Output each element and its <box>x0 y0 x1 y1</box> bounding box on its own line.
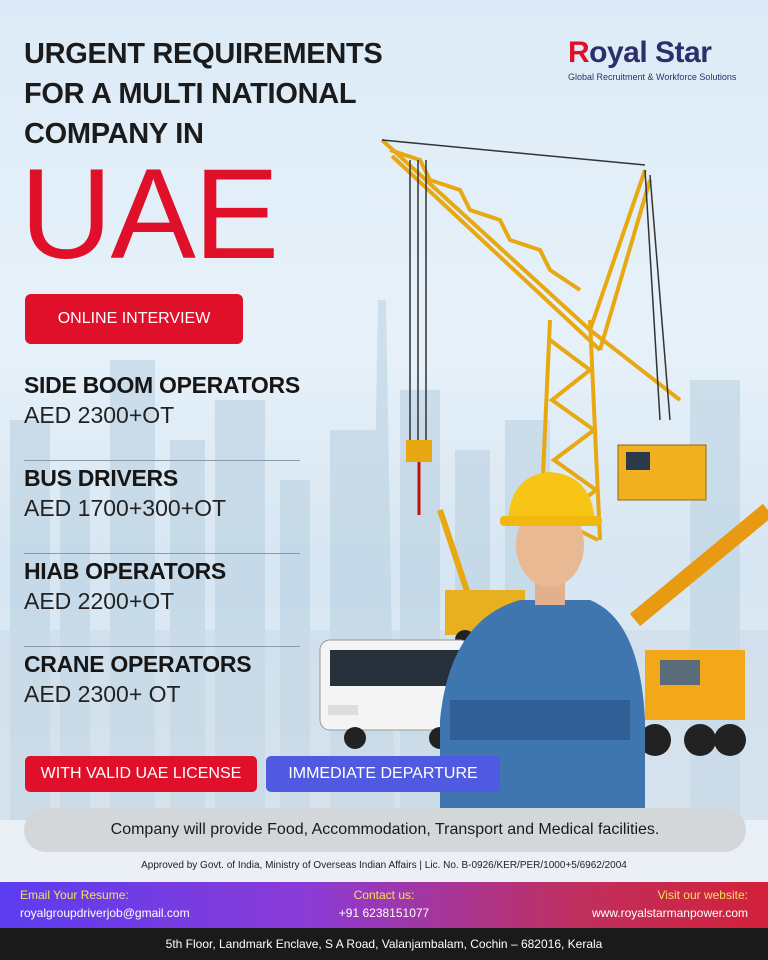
country-title: UAE <box>20 143 278 286</box>
crane-hook <box>406 440 432 462</box>
headline-line: URGENT REQUIREMENTS <box>24 38 383 70</box>
license-badge: WITH VALID UAE LICENSE <box>25 756 257 792</box>
phone-label: Contact us: <box>353 888 415 902</box>
website-block <box>592 888 748 920</box>
website-label: Visit our website: <box>657 888 748 902</box>
brand-name <box>568 36 736 70</box>
list-item <box>24 368 300 461</box>
headline <box>24 34 424 154</box>
email-link[interactable]: royalgroupdriverjob@gmail.com <box>20 906 190 920</box>
facilities-banner: Company will provide Food, Accommodation, Transport and Medical facilities. <box>24 808 746 852</box>
headline-line: COMPANY IN <box>24 118 204 150</box>
job-title: BUS DRIVERS <box>24 465 178 491</box>
brand-logo <box>568 36 736 82</box>
job-salary: AED 1700+300+OT <box>24 495 227 521</box>
phone-link[interactable]: +91 6238151077 <box>338 906 430 920</box>
departure-badge: IMMEDIATE DEPARTURE <box>266 756 500 792</box>
approval-note: Approved by Govt. of India, Ministry of Overseas Indian Affairs | Lic. No. B-0926/KER/PER/1000+5/6962/2004 <box>141 860 627 871</box>
brand-name-rest: oyal Star <box>589 36 712 69</box>
address-bar: 5th Floor, Landmark Enclave, S A Road, Valanjambalam, Cochin – 682016, Kerala <box>0 928 768 960</box>
mobile-crane <box>635 510 768 756</box>
list-item <box>24 647 300 740</box>
contact-bar <box>0 882 768 928</box>
list-item <box>24 554 300 647</box>
headline-line: FOR A MULTI NATIONAL <box>24 78 357 110</box>
list-item <box>24 461 300 554</box>
job-title: CRANE OPERATORS <box>24 651 252 677</box>
job-title: SIDE BOOM OPERATORS <box>24 372 300 398</box>
job-salary: AED 2300+OT <box>24 402 175 428</box>
brand-tagline: Global Recruitment & Workforce Solutions <box>568 72 737 82</box>
brand-initial: R <box>568 36 590 69</box>
job-salary: AED 2200+OT <box>24 588 175 614</box>
website-link[interactable]: www.royalstarmanpower.com <box>591 906 748 920</box>
email-label: Email Your Resume: <box>20 888 129 902</box>
construction-illustration <box>300 120 768 810</box>
online-interview-button[interactable]: ONLINE INTERVIEW <box>25 294 243 344</box>
job-salary: AED 2300+ OT <box>24 681 181 707</box>
job-title: HIAB OPERATORS <box>24 558 226 584</box>
job-list <box>24 368 300 740</box>
